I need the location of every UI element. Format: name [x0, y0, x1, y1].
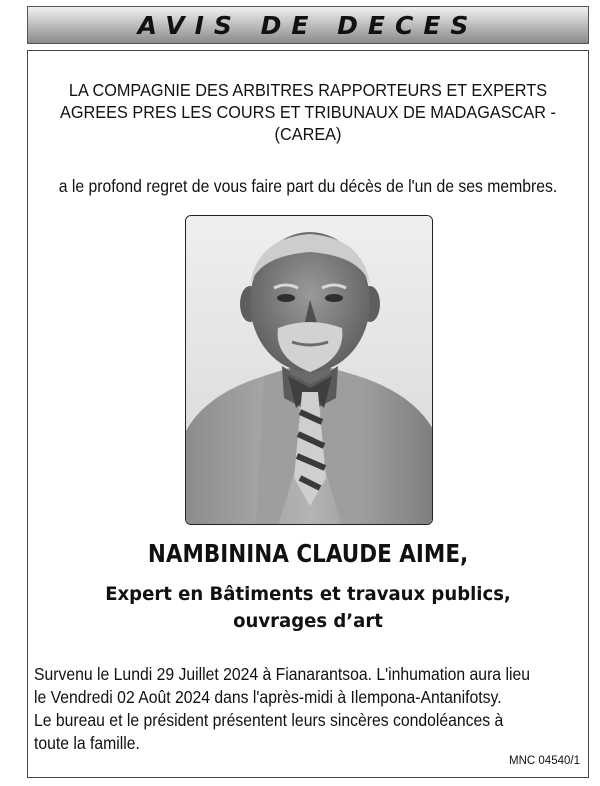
notice-frame — [27, 50, 589, 778]
deceased-name: NAMBININA CLAUDE AIME, — [147, 539, 469, 568]
intro-text: a le profond regret de vous faire part du décès de l'un de ses membres. — [58, 176, 558, 196]
role-line-2: ouvrages d’art — [233, 610, 383, 632]
notice-title: AVIS DE DECES — [137, 10, 479, 40]
body-line-1: Survenu le Lundi 29 Juillet 2024 à Fianarantsoa. L'inhumation aura lieu — [34, 664, 530, 684]
body-line-2: le Vendredi 02 Août 2024 dans l'après-midi à Ilempona-Antanifotsy. — [34, 687, 502, 707]
body-line-4: toute la famille. — [34, 733, 140, 753]
organization-line-1: LA COMPAGNIE DES ARBITRES RAPPORTEURS ET EXPERTS — [68, 80, 548, 100]
reference-code: MNC 04540/1 — [509, 755, 580, 767]
announcement-body — [34, 663, 586, 755]
body-line-3: Le bureau et le président présentent leurs sincères condoléances à — [34, 710, 504, 730]
organization-line-3: (CAREA) — [274, 124, 342, 144]
deceased-role — [42, 581, 574, 635]
header-banner — [27, 6, 589, 44]
portrait-photo — [185, 215, 433, 525]
organization-line-2: AGREES PRES LES COURS ET TRIBUNAUX DE MADAGASCAR - — [60, 102, 556, 122]
organization-block — [48, 79, 569, 145]
portrait-illustration — [186, 216, 433, 525]
role-line-1: Expert en Bâtiments et travaux publics, — [105, 583, 511, 605]
